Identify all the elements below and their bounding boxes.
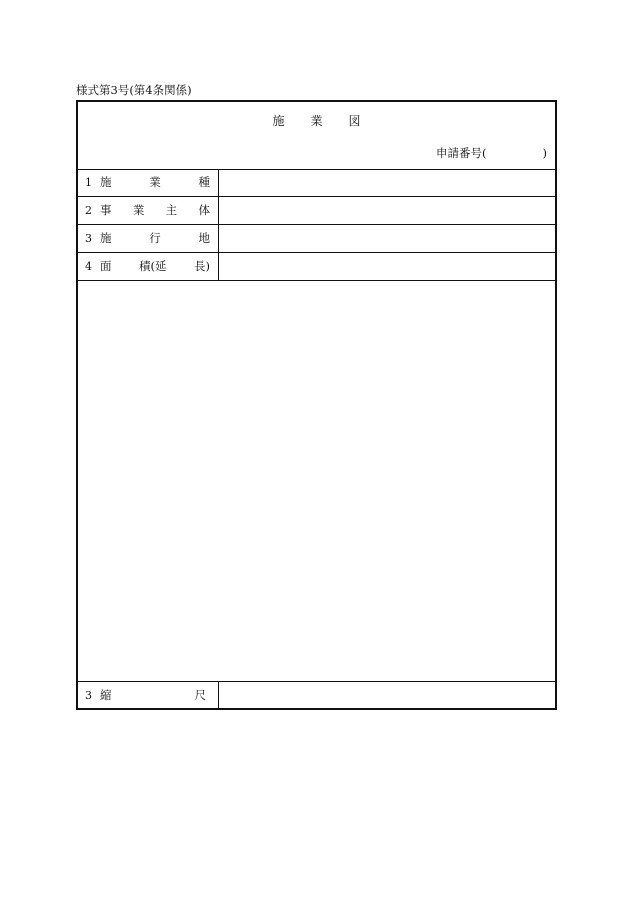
drawing-area[interactable] bbox=[78, 280, 555, 682]
row-label-char: 施 bbox=[100, 175, 112, 189]
form-title bbox=[78, 113, 555, 129]
row-label-char: 業 bbox=[132, 203, 145, 217]
row-label bbox=[100, 175, 210, 190]
row-project-owner bbox=[78, 197, 555, 225]
row-construction-type bbox=[78, 169, 555, 197]
row-construction-site bbox=[78, 225, 555, 253]
row-label-char: 種 bbox=[198, 175, 210, 189]
row-scale bbox=[78, 682, 555, 710]
row-number: 2 bbox=[85, 204, 92, 217]
title-char: 図 bbox=[348, 114, 361, 128]
area-length-field[interactable] bbox=[219, 253, 555, 280]
row-number: 3 bbox=[85, 232, 92, 245]
row-label-char: 長) bbox=[194, 259, 210, 273]
row-label-char: 積(延 bbox=[139, 259, 167, 273]
row-label bbox=[100, 259, 210, 274]
row-label-cell bbox=[78, 169, 219, 196]
row-label-cell bbox=[78, 682, 219, 710]
row-label-char: 主 bbox=[165, 203, 178, 217]
project-owner-field[interactable] bbox=[219, 197, 555, 224]
row-label-char: 施 bbox=[100, 231, 112, 245]
scale-field[interactable] bbox=[219, 682, 555, 710]
row-number: 3 bbox=[85, 689, 92, 702]
row-label-cell bbox=[78, 197, 219, 224]
construction-site-field[interactable] bbox=[219, 225, 555, 252]
row-label-char: 業 bbox=[149, 175, 161, 189]
construction-type-field[interactable] bbox=[219, 169, 555, 196]
row-number: 1 bbox=[85, 176, 92, 189]
row-label bbox=[100, 688, 206, 703]
title-char: 施 bbox=[272, 114, 285, 128]
form-header bbox=[78, 102, 555, 170]
row-number: 4 bbox=[85, 260, 92, 273]
row-label-char: 体 bbox=[198, 203, 210, 217]
form-style-label: 様式第3号(第4条関係) bbox=[76, 83, 192, 97]
row-label-char: 面 bbox=[100, 259, 112, 273]
title-char: 業 bbox=[310, 114, 323, 128]
row-label-cell bbox=[78, 225, 219, 252]
row-label-char: 行 bbox=[149, 231, 161, 245]
application-number-close: ) bbox=[542, 146, 547, 160]
application-number bbox=[436, 145, 547, 161]
row-label-char: 尺 bbox=[194, 688, 206, 702]
row-label-char: 事 bbox=[100, 203, 112, 217]
row-label-cell bbox=[78, 253, 219, 280]
application-number-label: 申請番号( bbox=[436, 146, 487, 160]
construction-drawing-form bbox=[76, 100, 557, 710]
row-label-char: 縮 bbox=[100, 688, 112, 702]
row-area-length bbox=[78, 253, 555, 281]
row-label-char: 地 bbox=[198, 231, 210, 245]
row-label bbox=[100, 203, 210, 218]
row-label bbox=[100, 231, 210, 246]
